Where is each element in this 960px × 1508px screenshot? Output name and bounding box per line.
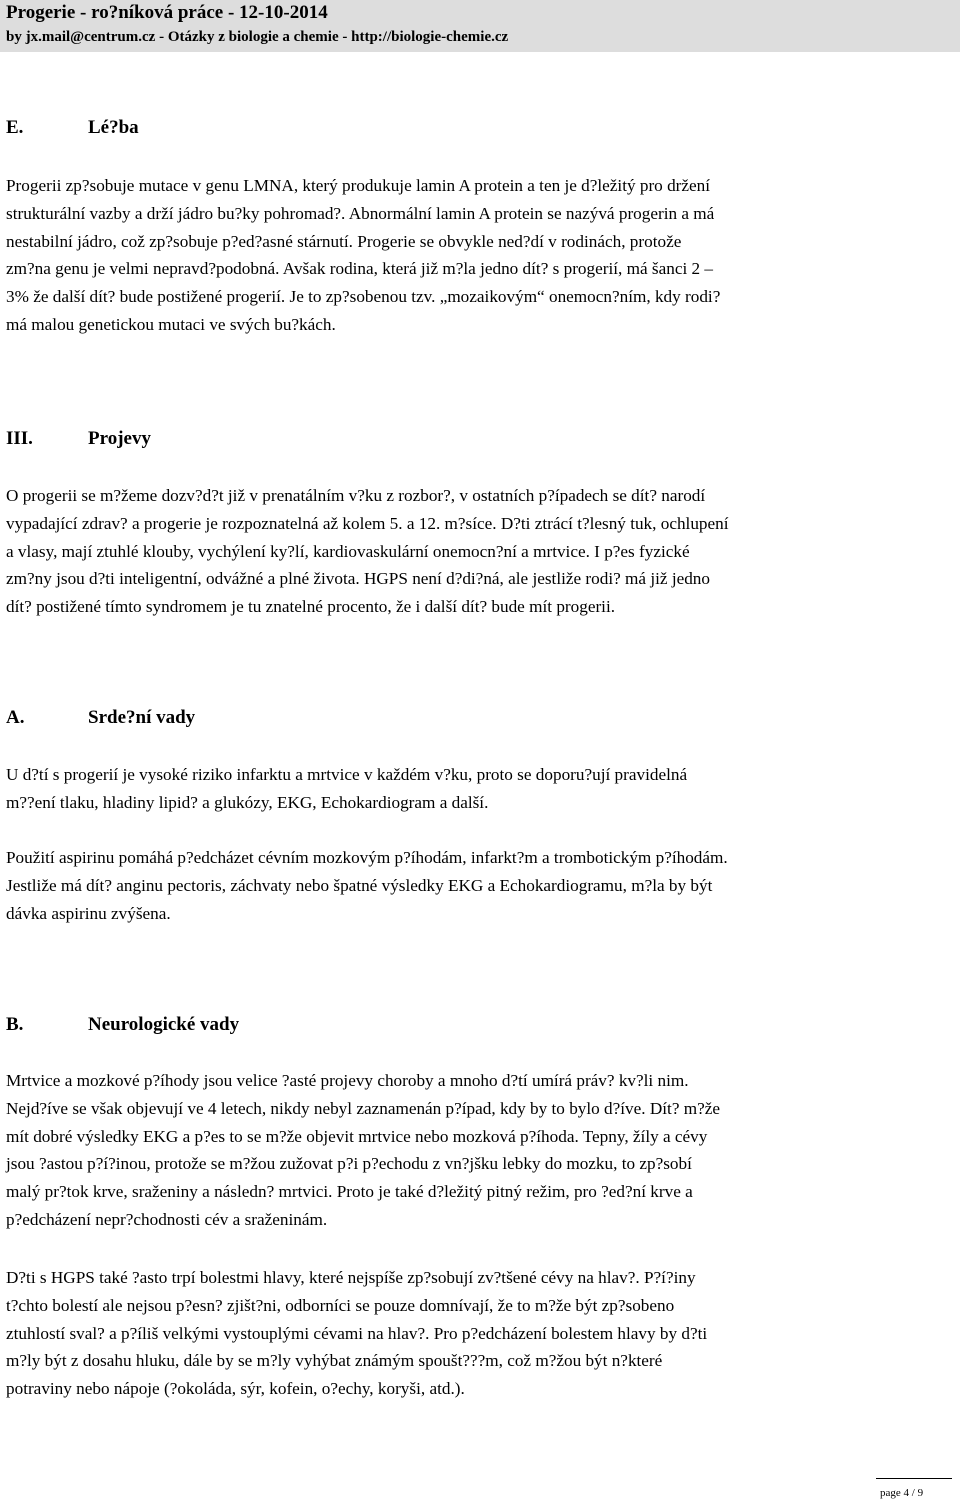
section-heading-symptoms bbox=[6, 427, 151, 451]
text-line: 3% že další dít? bude postižené progerií. Je to zp?sobenou tzv. „mozaikovým“ onemocn?ním, kdy rodi? bbox=[6, 287, 721, 307]
text-line: má malou genetickou mutaci ve svých bu?kách. bbox=[6, 314, 336, 334]
document-title: Progerie - ro?níková práce - 12-10-2014 bbox=[6, 2, 328, 23]
page-number: page 4 / 9 bbox=[880, 1487, 924, 1499]
paragraph bbox=[6, 844, 946, 927]
text-line: vypadající zdrav? a progerie je rozpoznatelná až kolem 5. a 12. m?síce. D?ti ztrácí t?lesný tuk, ochlupení bbox=[6, 513, 729, 533]
text-line: m??ení tlaku, hladiny lipid? a glukózy, EKG, Echokardiogram a další. bbox=[6, 792, 489, 812]
section-title: Lé?ba bbox=[88, 117, 139, 138]
text-line: dávka aspirinu zvýšena. bbox=[6, 903, 171, 923]
text-line: Progerii zp?sobuje mutace v genu LMNA, který produkuje lamin A protein a ten je d?ležitý pro držení bbox=[6, 176, 711, 195]
document-byline: by jx.mail@centrum.cz - Otázky z biologie a chemie - http://biologie-chemie.cz bbox=[6, 29, 509, 45]
text-line: Použití aspirinu pomáhá p?edcházet cévním mozkovým p?íhodám, infarkt?m a trombotickým p?íhodám. bbox=[6, 848, 728, 867]
paragraph bbox=[6, 761, 946, 817]
section-heading-heart-defects bbox=[6, 706, 195, 730]
paragraph bbox=[6, 1264, 946, 1403]
section-heading-neurological-defects bbox=[6, 1013, 239, 1037]
text-line: potraviny nebo nápoje (?okoláda, sýr, kofein, o?echy, koryši, atd.). bbox=[6, 1379, 465, 1399]
footer-divider bbox=[876, 1478, 952, 1479]
section-number: E. bbox=[6, 117, 24, 138]
section-number: III. bbox=[6, 428, 33, 449]
text-line: malý pr?tok krve, sraženiny a následn? mrtvici. Proto je také d?ležitý pitný režim, pro ?ed?ní krve a bbox=[6, 1182, 693, 1202]
section-number: A. bbox=[6, 707, 25, 728]
section-title: Projevy bbox=[88, 428, 151, 449]
text-line: U d?tí s progerií je vysoké riziko infarktu a mrtvice v každém v?ku, proto se doporu?ují pravidelná bbox=[6, 765, 688, 784]
text-line: a vlasy, mají ztuhlé klouby, vychýlení ky?lí, kardiovaskulární onemocn?ní a mrtvice. I p?es fyzické bbox=[6, 541, 690, 561]
text-line: dít? postižené tímto syndromem je tu znatelné procento, že i další dít? bude mít progerii. bbox=[6, 597, 616, 617]
text-line: nestabilní jádro, což zp?sobuje p?ed?asné stárnutí. Progerie se obvykle ned?dí v rodinách, protože bbox=[6, 231, 682, 251]
section-title: Srde?ní vady bbox=[88, 707, 196, 728]
text-line: Jestliže má dít? anginu pectoris, záchvaty nebo špatné výsledky EKG a Echokardiogramu, m?la by být bbox=[6, 875, 713, 895]
text-line: Nejd?íve se však objevují ve 4 letech, nikdy nebyl zaznamenán p?ípad, kdy by to bylo d?íve. Dít? m?že bbox=[6, 1098, 721, 1118]
text-line: m?ly být z dosahu hluku, dále by se m?ly vyhýbat známým spoušt???m, což m?žou být n?které bbox=[6, 1351, 663, 1371]
text-line: D?ti s HGPS také ?asto trpí bolestmi hlavy, které nejspíše zp?sobují zv?tšené cévy na hlav?. P?í?iny bbox=[6, 1268, 696, 1287]
paragraph bbox=[6, 1067, 946, 1234]
text-line: p?edcházení nepr?chodnosti cév a sraženinám. bbox=[6, 1209, 328, 1229]
text-line: jsou ?astou p?í?inou, protože se m?žou zužovat p?i p?echodu z vn?jšku lebky do mozku, to zp?sobí bbox=[6, 1154, 692, 1174]
section-heading-treatment bbox=[6, 116, 139, 140]
text-line: ztuhlostí sval? a p?íliš velkými vystouplými cévami na hlav?. Pro p?edcházení bolestem hlavy by d?ti bbox=[6, 1323, 708, 1343]
section-title: Neurologické vady bbox=[88, 1014, 240, 1035]
paragraph bbox=[6, 482, 946, 621]
text-line: t?chto bolestí ale nejsou p?esn? zjišt?ni, odborníci se pouze domnívají, že to m?že být zp?sobeno bbox=[6, 1295, 675, 1315]
text-line: strukturální vazby a drží jádro bu?ky pohromad?. Abnormální lamin A protein se nazývá progerin a má bbox=[6, 203, 715, 223]
text-line: O progerii se m?žeme dozv?d?t již v prenatálním v?ku z rozbor?, v ostatních p?ípadech se dít? narodí bbox=[6, 486, 706, 505]
text-line: zm?na genu je velmi nepravd?podobná. Avšak rodina, která již m?la jedno dít? s progerií, má šanci 2 – bbox=[6, 259, 714, 279]
section-number: B. bbox=[6, 1014, 24, 1035]
paragraph bbox=[6, 172, 946, 339]
text-line: Mrtvice a mozkové p?íhody jsou velice ?asté projevy choroby a mnoho d?tí umírá práv? kv?li nim. bbox=[6, 1071, 689, 1090]
page-header bbox=[0, 0, 960, 52]
text-line: zm?ny jsou d?ti inteligentní, odvážné a plné života. HGPS není d?di?ná, ale jestliže rodi? má již jedno bbox=[6, 569, 710, 589]
text-line: mít dobré výsledky EKG a p?es to se m?že objevit mrtvice nebo mozková p?íhoda. Tepny, žíly a cévy bbox=[6, 1126, 708, 1146]
